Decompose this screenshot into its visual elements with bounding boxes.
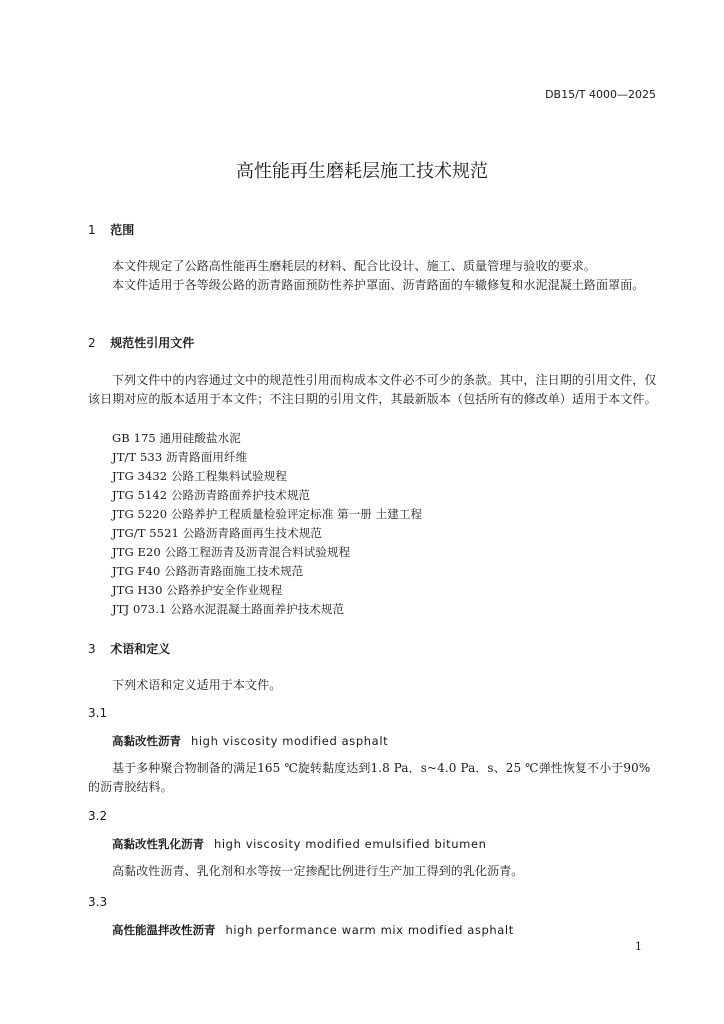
section-number: 3 xyxy=(88,642,96,656)
reference-item: JT/T 533 沥青路面用纤维 xyxy=(112,450,248,464)
term-definition: 高黏改性沥青、乳化剂和水等按一定掺配比例进行生产加工得到的乳化沥青。 xyxy=(112,864,524,878)
term-en: high viscosity modified asphalt xyxy=(191,734,389,748)
section-3-heading xyxy=(88,640,170,657)
section-title: 术语和定义 xyxy=(110,642,171,656)
reference-item: GB 175 通用硅酸盐水泥 xyxy=(112,431,241,445)
reference-item: JTG H30 公路养护安全作业规程 xyxy=(112,583,283,597)
document-title: 高性能再生磨耗层施工技术规范 xyxy=(236,161,488,182)
section-2-heading xyxy=(88,334,194,351)
reference-item: JTJ 073.1 公路水泥混凝土路面养护技术规范 xyxy=(112,602,345,616)
term-en: high viscosity modified emulsified bitumen xyxy=(214,837,487,851)
reference-item: JTG E20 公路工程沥青及沥青混合料试验规程 xyxy=(112,545,351,559)
terms-intro: 下列术语和定义适用于本文件。 xyxy=(112,678,282,692)
reference-item: JTG F40 公路沥青路面施工技术规范 xyxy=(112,564,304,578)
section-title: 范围 xyxy=(110,223,135,237)
term-number: 3.3 xyxy=(88,895,108,909)
references-intro: 下列文件中的内容通过文中的规范性引用而构成本文件必不可少的条款。其中，注日期的引用文件，仅该日期对应的版本适用于本文件；不注日期的引用文件，其最新版本（包括所有的修改单）适用于本文件。 xyxy=(88,373,657,406)
term-heading xyxy=(112,836,487,852)
reference-item: JTG/T 5521 公路沥青路面再生技术规范 xyxy=(112,526,322,540)
section-title: 规范性引用文件 xyxy=(110,336,195,350)
term-zh: 高黏改性乳化沥青 xyxy=(112,837,204,851)
term-number: 3.1 xyxy=(88,706,108,720)
term-number: 3.2 xyxy=(88,809,108,823)
section-1-heading xyxy=(88,221,134,238)
page-number: 1 xyxy=(635,940,642,953)
term-zh: 高性能温拌改性沥青 xyxy=(112,923,216,937)
reference-item: JTG 3432 公路工程集料试验规程 xyxy=(112,469,287,483)
section-number: 1 xyxy=(88,223,96,237)
standard-number: DB15/T 4000—2025 xyxy=(545,88,656,101)
term-definition: 基于多种聚合物制备的满足165 ℃旋转黏度达到1.8 Pa．s~4.0 Pa．s、25 ℃弹性恢复不小于90%的沥青胶结料。 xyxy=(88,761,651,794)
reference-item: JTG 5220 公路养护工程质量检验评定标准 第一册 土建工程 xyxy=(112,507,423,521)
term-zh: 高黏改性沥青 xyxy=(112,734,181,748)
term-heading xyxy=(112,733,388,749)
section-number: 2 xyxy=(88,336,96,350)
term-en: high performance warm mix modified asphalt xyxy=(225,923,514,937)
scope-paragraph-1: 本文件规定了公路高性能再生磨耗层的材料、配合比设计、施工、质量管理与验收的要求。 xyxy=(112,259,597,273)
reference-item: JTG 5142 公路沥青路面养护技术规范 xyxy=(112,488,311,502)
scope-paragraph-2: 本文件适用于各等级公路的沥青路面预防性养护罩面、沥青路面的车辙修复和水泥混凝土路面罩面。 xyxy=(112,278,645,292)
term-heading xyxy=(112,922,514,938)
